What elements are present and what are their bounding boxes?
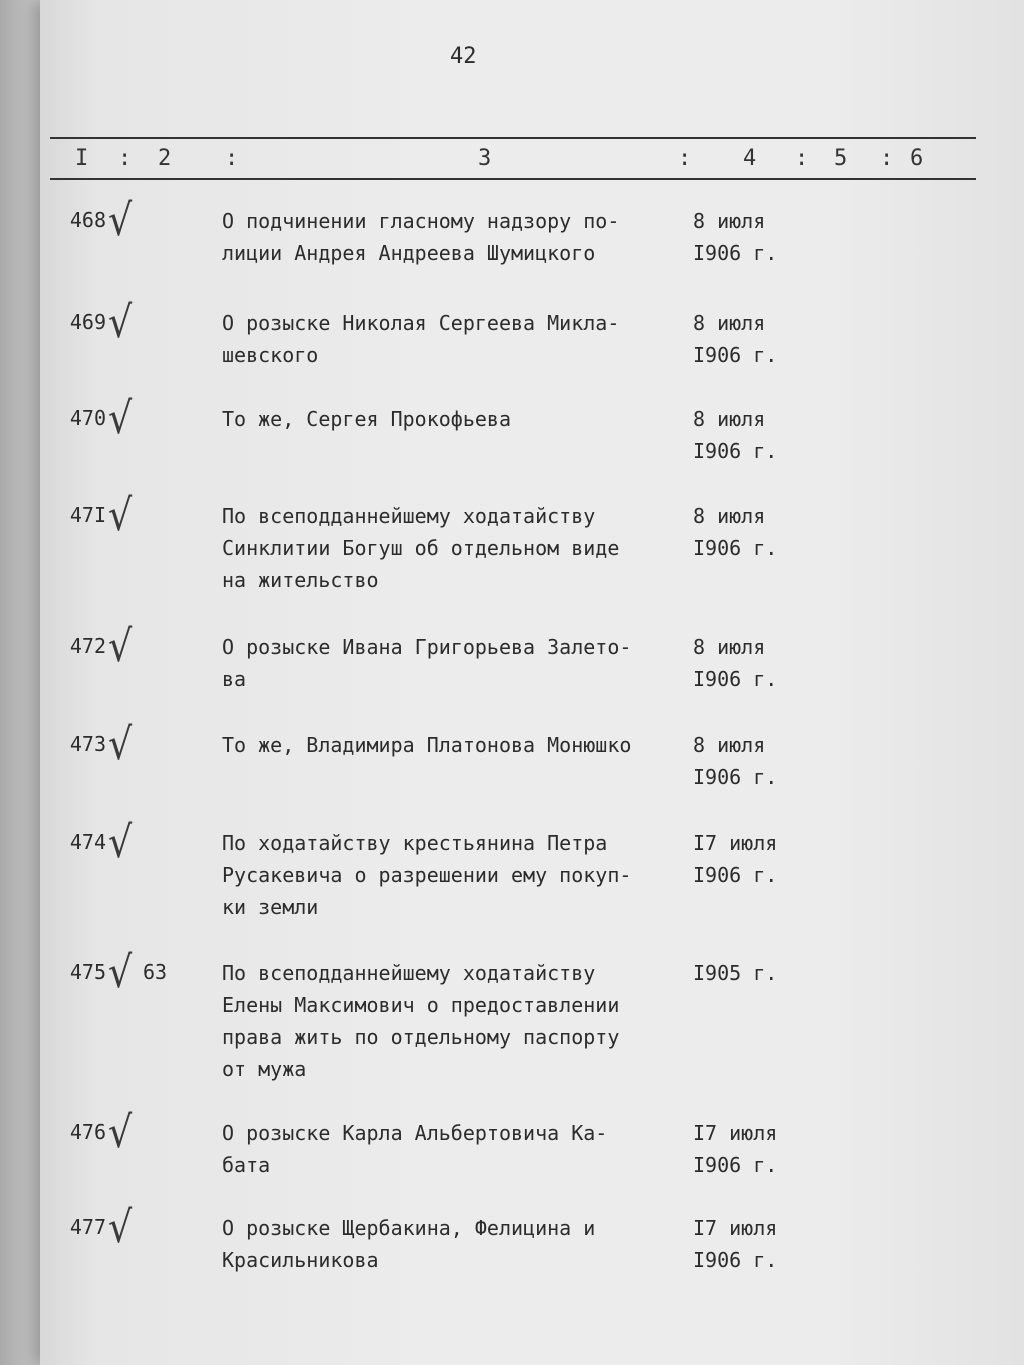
entry-description-line: права жить по отдельному паспорту — [222, 1025, 620, 1049]
entry-description-line: По всеподданнейшему ходатайству — [222, 504, 596, 528]
entry-description-line: Елены Максимович о предоставлении — [222, 993, 620, 1017]
col-header-sep: : — [795, 146, 809, 171]
entry-description-line: То же, Владимира Платонова Монюшко — [222, 733, 632, 757]
entry-description-line: Синклитии Богуш об отдельном виде — [222, 536, 620, 560]
entry-date-line: I905 г. — [693, 961, 778, 985]
binding-edge — [0, 0, 40, 1365]
entry-number: 470 — [69, 406, 106, 430]
entry-date-line: 8 июля — [693, 311, 766, 335]
entry-number: 474 — [69, 830, 106, 854]
entry-date-line: 8 июля — [693, 733, 766, 757]
entry-number: 477 — [69, 1215, 106, 1239]
entry-description-line: Русакевича о разрешении ему покуп- — [222, 863, 632, 887]
entry-description-line: ки земли — [222, 895, 319, 919]
entry-date-line: I906 г. — [693, 765, 778, 789]
checkmark-icon: √ — [108, 1201, 133, 1253]
entry-date-line: 8 июля — [693, 635, 766, 659]
col-header-1: I — [75, 146, 89, 171]
entry-number: 476 — [69, 1120, 106, 1144]
entry-date-line: 8 июля — [693, 209, 766, 233]
col-header-2: 2 — [158, 146, 172, 171]
entry-date-line: 8 июля — [693, 504, 766, 528]
entry-date-line: I906 г. — [693, 343, 778, 367]
entry-date-line: I7 июля — [693, 831, 778, 855]
entry-description-line: бата — [222, 1153, 271, 1177]
page-number: 42 — [450, 44, 477, 69]
checkmark-icon: √ — [108, 718, 133, 770]
col-header-sep: : — [678, 146, 692, 171]
entry-date-line: I906 г. — [693, 667, 778, 691]
checkmark-icon: √ — [108, 946, 133, 998]
entry-date-line: I7 июля — [693, 1216, 778, 1240]
entry-reference-number: 63 — [143, 960, 168, 984]
col-header-sep: : — [880, 146, 894, 171]
header-rule-top — [50, 137, 976, 139]
entry-number: 47I — [69, 503, 106, 527]
entry-date-line: I906 г. — [693, 536, 778, 560]
col-header-5: 5 — [834, 146, 848, 171]
entry-description-line: То же, Сергея Прокофьева — [222, 407, 511, 431]
col-header-sep: : — [118, 146, 132, 171]
entry-number: 475 — [69, 960, 106, 984]
entry-description-line: от мужа — [222, 1057, 307, 1081]
entry-description-line: ва — [222, 667, 247, 691]
col-header-6: 6 — [910, 146, 924, 171]
entry-date-line: I906 г. — [693, 241, 778, 265]
entry-date-line: I906 г. — [693, 1153, 778, 1177]
entry-number: 468 — [69, 208, 106, 232]
entry-description-line: лиции Андрея Андреева Шумицкого — [222, 241, 596, 265]
entry-number: 472 — [69, 634, 106, 658]
entry-date-line: I906 г. — [693, 863, 778, 887]
entry-date-line: I906 г. — [693, 1248, 778, 1272]
entry-date-line: I7 июля — [693, 1121, 778, 1145]
entry-date-line: 8 июля — [693, 407, 766, 431]
header-rule-bottom — [50, 178, 976, 180]
checkmark-icon: √ — [108, 296, 133, 348]
checkmark-icon: √ — [108, 816, 133, 868]
entry-description-line: Красильникова — [222, 1248, 379, 1272]
checkmark-icon: √ — [108, 194, 133, 246]
col-header-4: 4 — [743, 146, 757, 171]
checkmark-icon: √ — [108, 392, 133, 444]
entry-number: 469 — [69, 310, 106, 334]
col-header-sep: : — [225, 146, 239, 171]
checkmark-icon: √ — [108, 489, 133, 541]
entry-description-line: шевского — [222, 343, 319, 367]
checkmark-icon: √ — [108, 1106, 133, 1158]
entry-date-line: I906 г. — [693, 439, 778, 463]
entry-description-line: О розыске Николая Сергеева Микла- — [222, 311, 620, 335]
entry-description-line: О подчинении гласному надзору по- — [222, 209, 620, 233]
entry-description-line: О розыске Ивана Григорьева Залето- — [222, 635, 632, 659]
entry-description-line: По всеподданнейшему ходатайству — [222, 961, 596, 985]
entry-description-line: О розыске Щербакина, Фелицина и — [222, 1216, 596, 1240]
entry-number: 473 — [69, 732, 106, 756]
col-header-3: 3 — [478, 146, 492, 171]
entry-description-line: на жительство — [222, 568, 379, 592]
checkmark-icon: √ — [108, 620, 133, 672]
entry-description-line: О розыске Карла Альбертовича Ка- — [222, 1121, 608, 1145]
entry-description-line: По ходатайству крестьянина Петра — [222, 831, 608, 855]
